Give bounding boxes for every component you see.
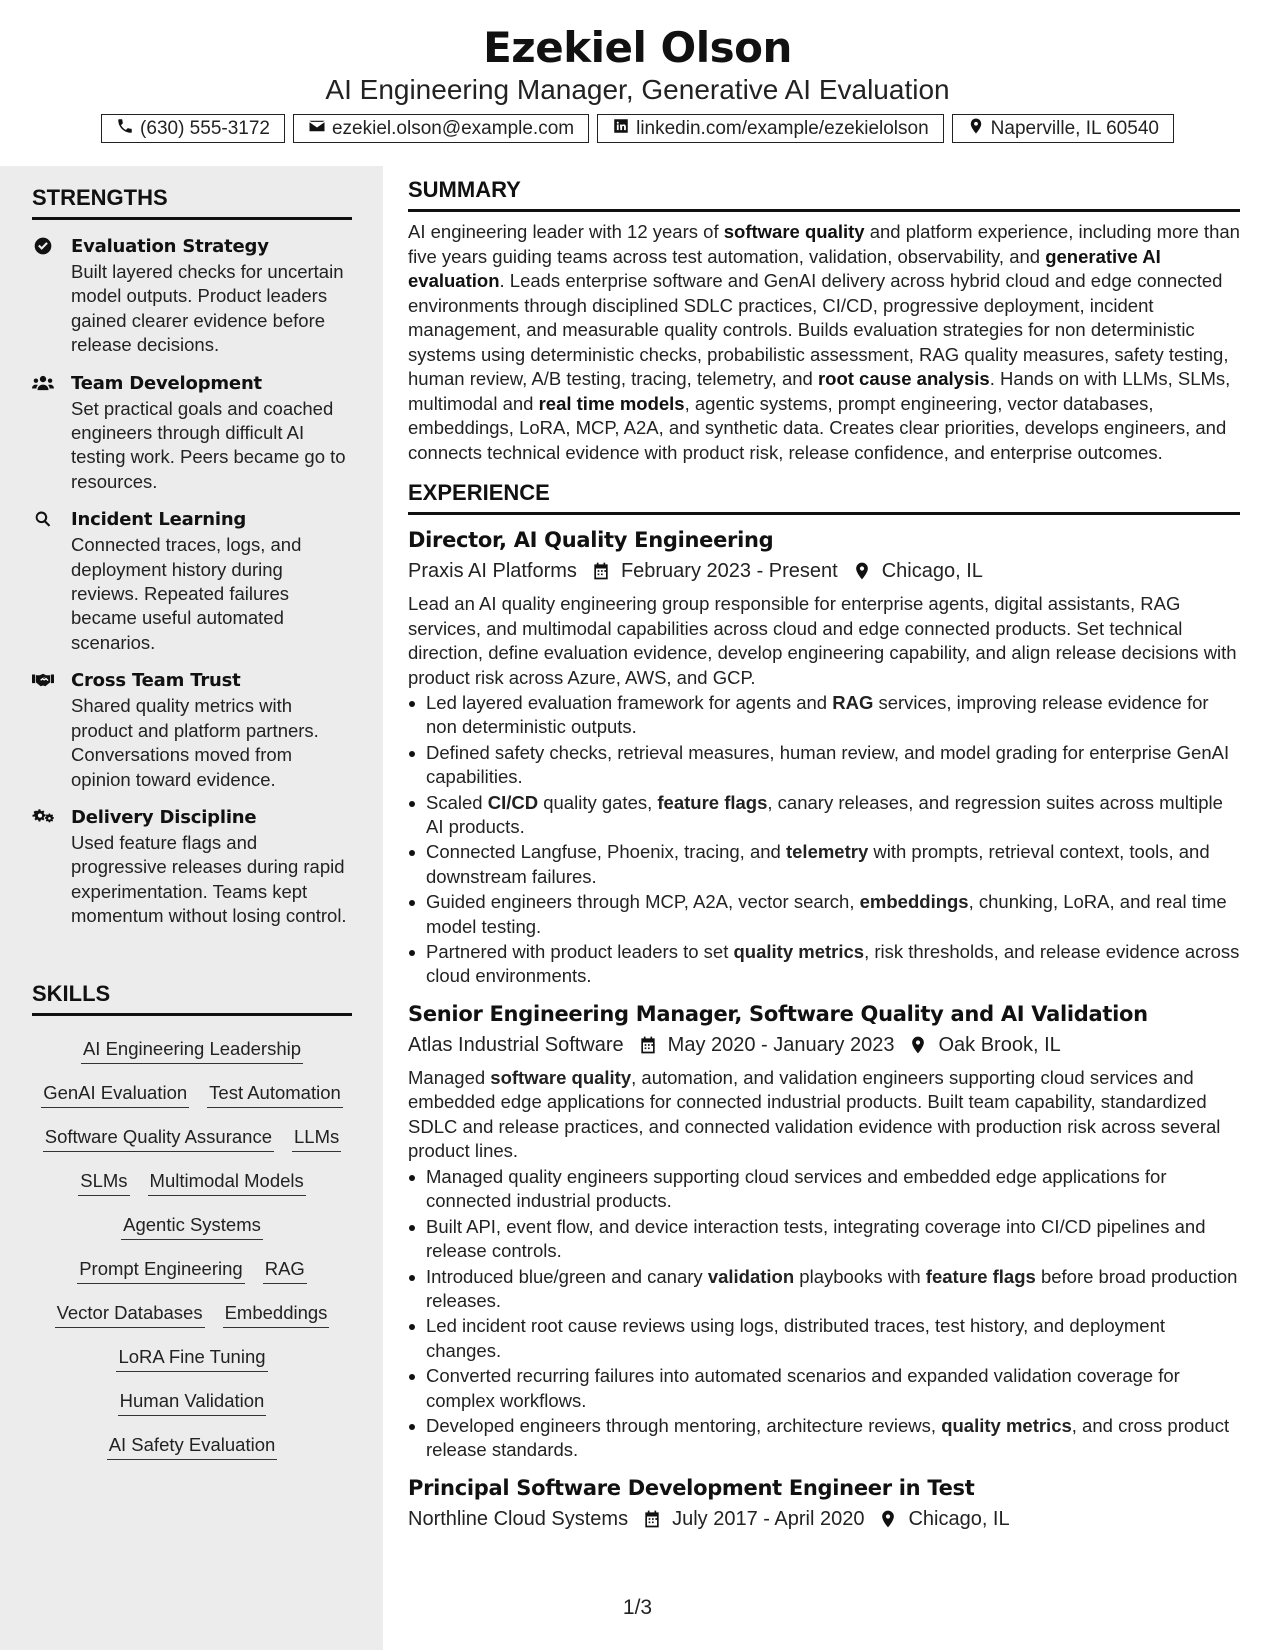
sidebar <box>0 166 383 1650</box>
job-dates: February 2023 - Present <box>620 560 838 582</box>
calendar-icon <box>591 561 611 581</box>
skills-row <box>34 1432 350 1460</box>
strength-description: Shared quality metrics with product and platform partners. Conversations moved from opinion toward evidence. <box>71 695 319 790</box>
strength-title: Incident Learning <box>71 509 247 531</box>
skills-row <box>34 1388 350 1416</box>
job-title: Director, AI Quality Engineering <box>408 528 774 552</box>
strength-item <box>32 507 352 655</box>
main-column <box>408 176 1240 1534</box>
contact-email-text: ezekiel.olson@example.com <box>331 117 575 139</box>
candidate-name: Ezekiel Olson <box>483 23 792 72</box>
contact-phone-text: (630) 555-3172 <box>140 117 270 139</box>
strength-title: Team Development <box>71 372 262 394</box>
phone-icon <box>116 117 134 141</box>
job-bullet: Guided engineers through MCP, A2A, vector search, embeddings, chunking, LoRA, and real time model testing. <box>426 890 1240 939</box>
contact-linkedin[interactable] <box>597 114 944 143</box>
job-meta <box>408 1030 1240 1060</box>
skill-tag: GenAI Evaluation <box>41 1080 189 1108</box>
job-dates: July 2017 - April 2020 <box>672 1507 865 1530</box>
search-icon <box>32 509 54 531</box>
job-bullets <box>408 1165 1240 1463</box>
job-entry <box>408 1473 1240 1534</box>
strength-item <box>32 668 352 792</box>
strength-description: Connected traces, logs, and deployment history during reviews. Repeated failures became useful automated scenarios. <box>71 534 302 653</box>
calendar-icon <box>638 1035 658 1055</box>
strength-title: Delivery Discipline <box>71 806 257 828</box>
skills-section <box>32 980 352 1460</box>
experience-heading: EXPERIENCE <box>408 479 1240 515</box>
job-meta <box>408 1504 1240 1534</box>
job-company: Praxis AI Platforms <box>408 560 577 582</box>
skills-row <box>34 1124 350 1152</box>
skill-tag: LoRA Fine Tuning <box>116 1344 267 1372</box>
job-company: Atlas Industrial Software <box>408 1033 624 1056</box>
calendar-icon <box>642 1509 662 1529</box>
job-bullet: Led layered evaluation framework for agents and RAG services, improving release evidence for non deterministic outputs. <box>426 691 1240 740</box>
linkedin-icon <box>612 117 630 141</box>
users-icon <box>32 373 54 395</box>
contact-location-text: Naperville, IL 60540 <box>990 117 1159 139</box>
job-title: Senior Engineering Manager, Software Quality and AI Validation <box>408 1001 1148 1026</box>
skill-tag: LLMs <box>292 1124 341 1152</box>
job-bullet: Introduced blue/green and canary validation playbooks with feature flags before broad production releases. <box>426 1265 1240 1314</box>
strengths-section <box>32 184 352 942</box>
skill-tag: Vector Databases <box>55 1300 205 1328</box>
strengths-heading: STRENGTHS <box>32 184 352 220</box>
contact-phone[interactable] <box>101 114 285 143</box>
skill-tag: Embeddings <box>223 1300 330 1328</box>
job-location: Chicago, IL <box>881 560 983 582</box>
map-pin-icon <box>967 117 985 141</box>
job-bullet: Managed quality engineers supporting cloud services and embedded edge applications for connected industrial products. <box>426 1165 1240 1214</box>
job-meta <box>408 556 1240 586</box>
job-location: Oak Brook, IL <box>938 1033 1061 1056</box>
job-bullet: Defined safety checks, retrieval measures, human review, and model grading for enterprise GenAI capabilities. <box>426 741 1240 790</box>
skills-row <box>34 1168 350 1196</box>
contact-bar <box>0 114 1275 143</box>
skills-row <box>34 1212 350 1240</box>
skill-tag: Software Quality Assurance <box>43 1124 274 1152</box>
gears-icon <box>32 807 54 829</box>
skill-tag: Test Automation <box>207 1080 343 1108</box>
job-location: Chicago, IL <box>908 1507 1010 1530</box>
job-description: Lead an AI quality engineering group responsible for enterprise agents, digital assistants, RAG services, and multimodal capabilities across cloud and edge connected products. Set technical direction, define evaluation evidence, develop engineering capability, and align release decisions with product risk across Azure, AWS, and GCP. <box>408 593 1237 688</box>
job-bullet: Scaled CI/CD quality gates, feature flags, canary releases, and regression suites across multiple AI products. <box>426 791 1240 840</box>
job-bullets <box>408 691 1240 989</box>
job-description: Managed software quality, automation, and validation engineers supporting cloud services and embedded edge applications for connected industrial products. Built team capability, standardized SDLC and release practices, and connected validation evidence with production risk across several product lines. <box>408 1066 1221 1162</box>
strength-item <box>32 234 352 358</box>
check-circle-icon <box>32 236 54 258</box>
strength-item <box>32 371 352 495</box>
job-entry <box>408 999 1240 1463</box>
skills-list <box>32 1036 352 1460</box>
resume-header <box>0 0 1275 166</box>
skills-heading: SKILLS <box>32 980 352 1016</box>
job-title: Principal Software Development Engineer in Test <box>408 1475 975 1500</box>
job-bullet: Developed engineers through mentoring, architecture reviews, quality metrics, and cross product release standards. <box>426 1414 1240 1463</box>
skills-row <box>34 1344 350 1372</box>
job-bullet: Partnered with product leaders to set quality metrics, risk thresholds, and release evidence across cloud environments. <box>426 940 1240 989</box>
skill-tag: Human Validation <box>118 1388 267 1416</box>
skills-row <box>34 1300 350 1328</box>
skills-row <box>34 1036 350 1064</box>
job-entry <box>408 525 1240 989</box>
map-pin-icon <box>852 561 872 581</box>
job-dates: May 2020 - January 2023 <box>667 1033 895 1056</box>
job-bullet: Connected Langfuse, Phoenix, tracing, and telemetry with prompts, retrieval context, tools, and downstream failures. <box>426 840 1240 889</box>
skill-tag: AI Safety Evaluation <box>107 1432 278 1460</box>
strengths-list <box>32 234 352 929</box>
job-bullet: Led incident root cause reviews using logs, distributed traces, test history, and deployment changes. <box>426 1314 1240 1363</box>
strength-description: Built layered checks for uncertain model outputs. Product leaders gained clearer evidence before release decisions. <box>71 261 344 356</box>
map-pin-icon <box>908 1035 928 1055</box>
handshake-icon <box>32 670 54 692</box>
skill-tag: Multimodal Models <box>148 1168 306 1196</box>
contact-email[interactable] <box>293 114 589 143</box>
skill-tag: AI Engineering Leadership <box>81 1036 303 1064</box>
job-company: Northline Cloud Systems <box>408 1507 629 1530</box>
summary-text: AI engineering leader with 12 years of software quality and platform experience, including more than five years guiding teams across test automation, validation, observability, and generative AI evaluation. Leads enterprise software and GenAI delivery across hybrid cloud and edge connected environments through disciplined SDLC practices, CI/CD, progressive deployment, incident management, and measurable quality controls. Builds evaluation strategies for non deterministic systems using deterministic checks, probabilistic assessment, RAG quality measures, safety testing, human review, A/B testing, tracing, telemetry, and root cause analysis. Hands on with LLMs, SLMs, multimodal and real time models, agentic systems, prompt engineering, vector databases, embeddings, LoRA, MCP, A2A, and synthetic data. Creates clear priorities, develops engineers, and connects technical evidence with product risk, release confidence, and enterprise outcomes. <box>408 221 1240 463</box>
strength-title: Cross Team Trust <box>71 670 241 692</box>
skill-tag: SLMs <box>78 1168 129 1196</box>
strength-description: Set practical goals and coached engineers through difficult AI testing work. Peers became go to resources. <box>71 397 346 492</box>
strength-title: Evaluation Strategy <box>71 236 269 257</box>
skill-tag: Agentic Systems <box>121 1212 263 1240</box>
contact-location <box>952 114 1174 143</box>
skill-tag: RAG <box>263 1256 307 1284</box>
candidate-title: AI Engineering Manager, Generative AI Evaluation <box>325 74 950 105</box>
page-number: 1/3 <box>622 1596 653 1619</box>
skills-row <box>34 1080 350 1108</box>
contact-linkedin-text: linkedin.com/example/ezekielolson <box>636 117 929 139</box>
strength-item <box>32 805 352 929</box>
job-bullet: Built API, event flow, and device interaction tests, integrating coverage into CI/CD pipelines and release controls. <box>426 1215 1240 1264</box>
envelope-icon <box>308 117 326 141</box>
skill-tag: Prompt Engineering <box>77 1256 245 1284</box>
job-bullet: Converted recurring failures into automated scenarios and expanded validation coverage for complex workflows. <box>426 1364 1240 1413</box>
strength-description: Used feature flags and progressive releases during rapid experimentation. Teams kept momentum without losing control. <box>71 831 347 927</box>
map-pin-icon <box>878 1509 898 1529</box>
summary-heading: SUMMARY <box>408 176 1240 212</box>
skills-row <box>34 1256 350 1284</box>
